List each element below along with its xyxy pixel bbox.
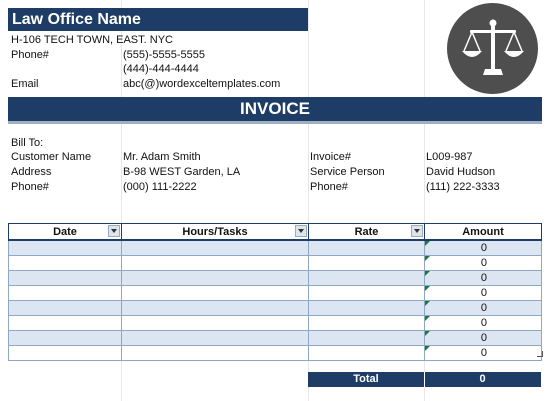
- formula-indicator-icon: [425, 331, 430, 336]
- table-row: [9, 331, 542, 346]
- date-cell[interactable]: [9, 331, 122, 346]
- amount-value: 0: [480, 242, 487, 254]
- rate-cell[interactable]: [309, 240, 425, 256]
- firm-email[interactable]: abc(@)wordexceltemplates.com: [123, 78, 281, 90]
- service-person-value[interactable]: David Hudson: [426, 166, 496, 178]
- hours-cell[interactable]: [122, 316, 309, 331]
- firm-email-label: Email: [11, 78, 39, 90]
- rate-cell[interactable]: [309, 271, 425, 286]
- formula-indicator-icon: [425, 256, 430, 261]
- date-cell[interactable]: [9, 240, 122, 256]
- formula-indicator-icon: [425, 316, 430, 321]
- amount-value: 0: [480, 317, 487, 329]
- service-phone-value[interactable]: (111) 222-3333: [426, 181, 500, 193]
- amount-cell[interactable]: [425, 316, 542, 331]
- date-cell[interactable]: [9, 286, 122, 301]
- date-cell[interactable]: [9, 316, 122, 331]
- table-row: [9, 286, 542, 301]
- hours-cell[interactable]: [122, 301, 309, 316]
- table-row: [9, 240, 542, 256]
- column-header-rate: [309, 224, 425, 241]
- column-header-label: Hours/Tasks: [182, 225, 248, 238]
- formula-indicator-icon: [425, 286, 430, 291]
- firm-name: Law Office Name: [12, 11, 141, 28]
- column-header-hours: [122, 224, 309, 241]
- customer-name-label: Customer Name: [11, 151, 92, 163]
- amount-cell[interactable]: [425, 301, 542, 316]
- amount-value: 0: [480, 287, 487, 299]
- column-header-label: Date: [53, 225, 77, 238]
- firm-phone-1: (555)-5555-5555: [123, 49, 205, 61]
- invoice-number-value[interactable]: L009-987: [426, 151, 473, 163]
- amount-value: 0: [480, 332, 487, 344]
- hours-cell[interactable]: [122, 331, 309, 346]
- rate-cell[interactable]: [309, 316, 425, 331]
- hours-cell[interactable]: [122, 256, 309, 271]
- amount-value: 0: [480, 347, 487, 359]
- date-cell[interactable]: [9, 346, 122, 361]
- hours-cell[interactable]: [122, 240, 309, 256]
- firm-phone-label: Phone#: [11, 49, 49, 61]
- items-table: [8, 223, 542, 361]
- firm-address: H-106 TECH TOWN, EAST. NYC: [11, 34, 173, 46]
- table-header-row: [9, 224, 542, 241]
- table-row: [9, 271, 542, 286]
- bill-to-heading: Bill To:: [11, 137, 44, 149]
- total-label: Total: [353, 373, 379, 385]
- address-value[interactable]: B-98 WEST Garden, LA: [123, 166, 241, 178]
- column-header-label: Amount: [462, 225, 504, 238]
- table-row: [9, 316, 542, 331]
- rate-cell[interactable]: [309, 346, 425, 361]
- amount-cell[interactable]: [425, 256, 542, 271]
- customer-name-value[interactable]: Mr. Adam Smith: [123, 151, 201, 163]
- customer-phone-label: Phone#: [11, 181, 49, 193]
- column-header-amount: [425, 224, 542, 241]
- date-cell[interactable]: [9, 301, 122, 316]
- service-phone-label: Phone#: [310, 181, 348, 193]
- firm-logo: [447, 3, 538, 94]
- firm-name-bar: [8, 8, 308, 31]
- table-row: [9, 301, 542, 316]
- amount-value: 0: [480, 272, 487, 284]
- amount-cell[interactable]: [425, 346, 542, 361]
- formula-indicator-icon: [425, 346, 430, 351]
- filter-dropdown-icon[interactable]: [411, 225, 423, 237]
- amount-value: 0: [480, 257, 487, 269]
- customer-phone-value[interactable]: (000) 111-2222: [123, 181, 197, 193]
- amount-cell[interactable]: [425, 331, 542, 346]
- address-label: Address: [11, 166, 52, 178]
- invoice-banner: [8, 97, 542, 124]
- formula-indicator-icon: [425, 301, 430, 306]
- hours-cell[interactable]: [122, 271, 309, 286]
- date-cell[interactable]: [9, 256, 122, 271]
- total-value: 0: [479, 373, 486, 385]
- rate-cell[interactable]: [309, 256, 425, 271]
- amount-value: 0: [480, 302, 487, 314]
- rate-cell[interactable]: [309, 331, 425, 346]
- amount-cell[interactable]: [425, 286, 542, 301]
- table-row: [9, 346, 542, 361]
- filter-dropdown-icon[interactable]: [108, 225, 120, 237]
- table-row: [9, 256, 542, 271]
- rate-cell[interactable]: [309, 301, 425, 316]
- date-cell[interactable]: [9, 271, 122, 286]
- invoice-title: INVOICE: [240, 99, 310, 118]
- firm-phone-2: (444)-444-4444: [123, 63, 199, 75]
- service-person-label: Service Person: [310, 166, 385, 178]
- rate-cell[interactable]: [309, 286, 425, 301]
- formula-indicator-icon: [425, 241, 430, 246]
- table-resize-handle[interactable]: [537, 351, 543, 357]
- invoice-number-label: Invoice#: [310, 151, 351, 163]
- amount-cell[interactable]: [425, 271, 542, 286]
- formula-indicator-icon: [425, 271, 430, 276]
- total-bar: [308, 372, 541, 387]
- hours-cell[interactable]: [122, 286, 309, 301]
- column-header-label: Rate: [354, 225, 379, 238]
- filter-dropdown-icon[interactable]: [295, 225, 307, 237]
- scales-of-justice-icon: [455, 11, 531, 87]
- amount-cell[interactable]: [425, 240, 542, 256]
- hours-cell[interactable]: [122, 346, 309, 361]
- column-header-date: [9, 224, 122, 241]
